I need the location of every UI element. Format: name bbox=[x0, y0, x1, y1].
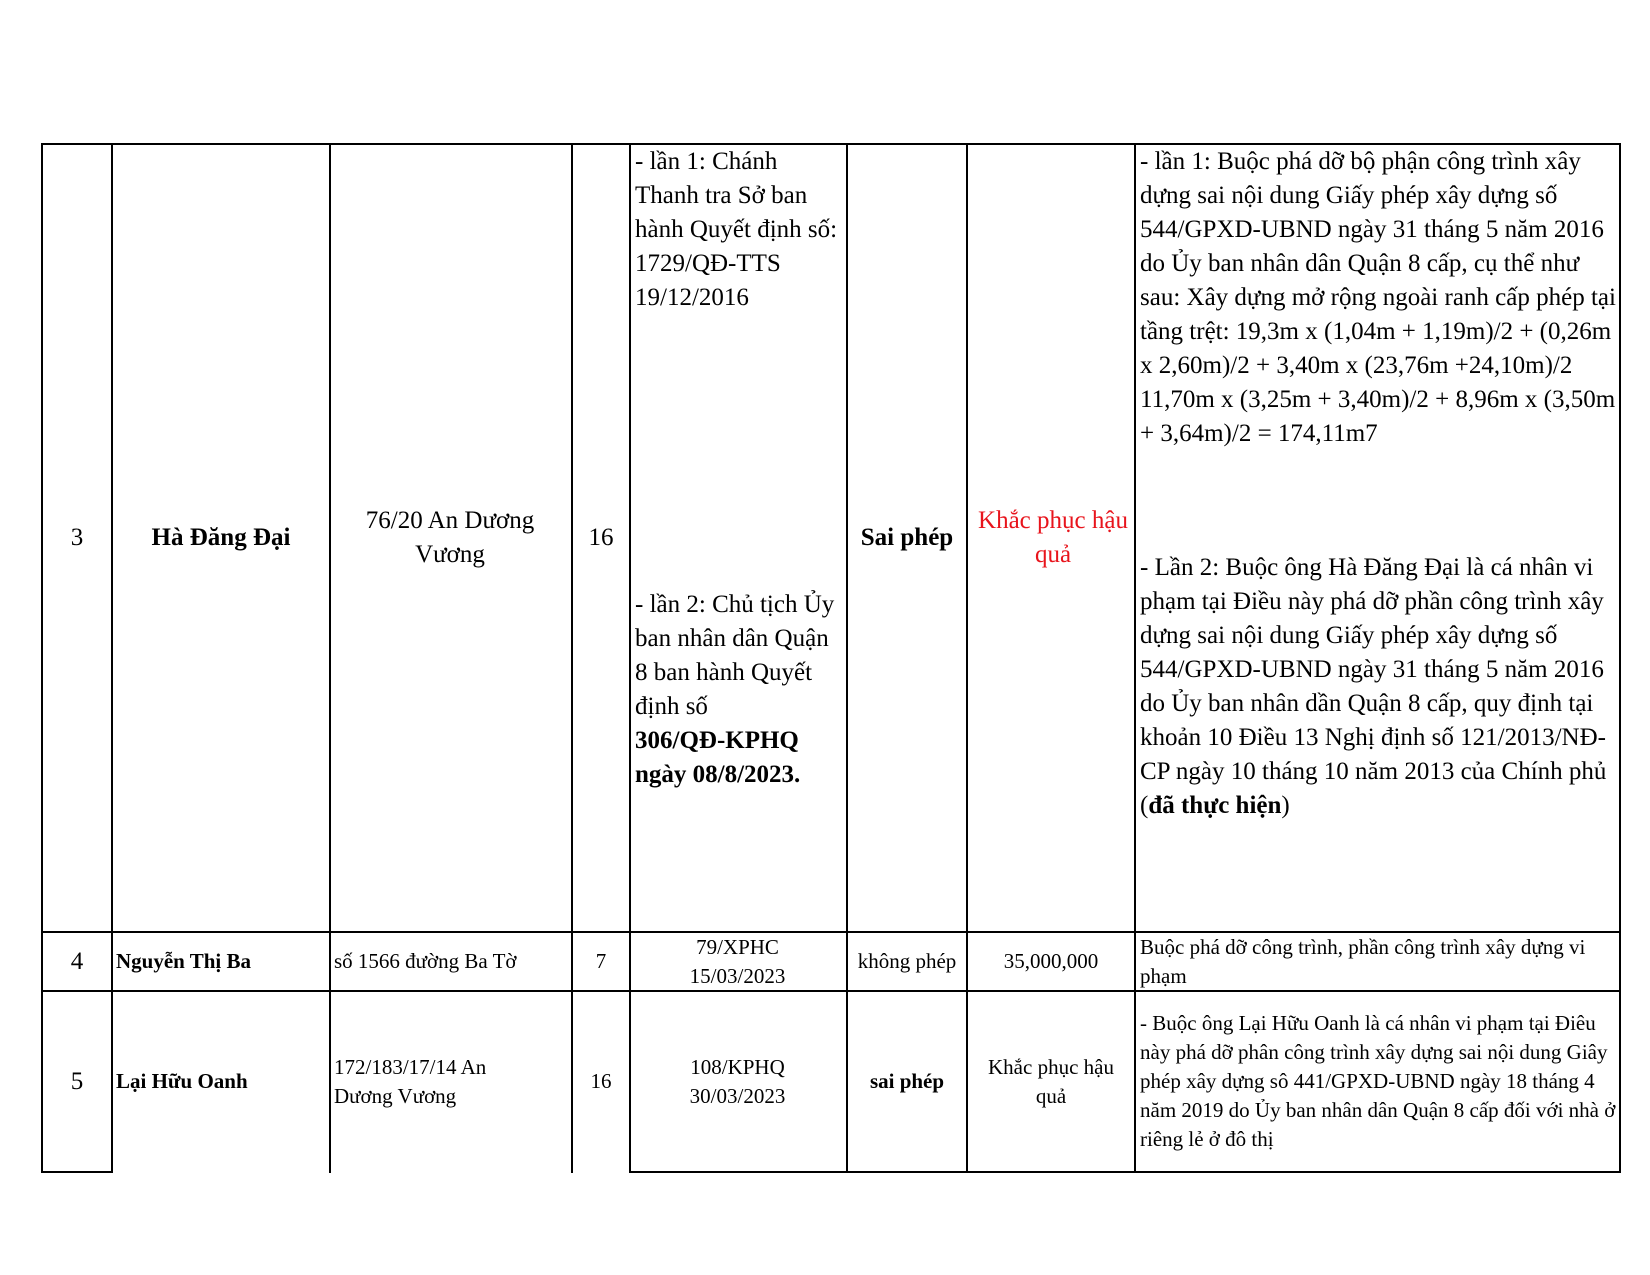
remedy bbox=[1140, 933, 1618, 990]
remedy-second-text bbox=[1140, 551, 1618, 823]
ward: 16 bbox=[590, 1069, 612, 1094]
decision-text: 108/KPHQ 30/03/2023 bbox=[689, 1054, 786, 1108]
person-name: Lại Hữu Oanh bbox=[116, 1069, 248, 1094]
row-number: 4 bbox=[70, 947, 84, 975]
person-name: Nguyễn Thị Ba bbox=[116, 949, 251, 974]
decision-first bbox=[635, 145, 843, 315]
decision-text: 79/XPHC 15/03/2023 bbox=[689, 934, 786, 988]
row-number: 3 bbox=[70, 524, 84, 551]
remedy bbox=[1140, 992, 1618, 1171]
decision-second-text: - lần 2: Chủ tịch Ủy ban nhân dân Quận 8 ban hành Quyết định số bbox=[635, 591, 835, 720]
address: số 1566 đường Ba Tờ bbox=[334, 949, 517, 974]
penalty-text: Khắc phục hậu quả bbox=[988, 1054, 1114, 1108]
address bbox=[334, 992, 534, 1171]
remedy-second bbox=[1140, 551, 1618, 831]
decision bbox=[660, 933, 815, 990]
decision-first-text: - lần 1: Chánh Thanh tra Sở ban hành Quyết định số: 1729/QĐ-TTS 19/12/2016 bbox=[635, 148, 838, 311]
person-name: Hà Đăng Đại bbox=[151, 524, 291, 551]
remedy-first bbox=[1140, 145, 1618, 495]
remedy-text: Buộc phá dỡ công trình, phần công trình xây dựng vi phạm bbox=[1140, 934, 1586, 988]
ward: 7 bbox=[595, 949, 607, 974]
row-number: 5 bbox=[70, 1067, 84, 1095]
ward: 16 bbox=[588, 524, 614, 551]
address: 76/20 An Dương Vương bbox=[365, 507, 535, 568]
violation-type: sai phép bbox=[869, 1069, 945, 1094]
penalty bbox=[975, 992, 1127, 1171]
decision bbox=[660, 992, 815, 1171]
address-text: 172/183/17/14 An Dương Vương bbox=[334, 1054, 487, 1108]
remedy-second-body: - Lần 2: Buộc ông Hà Đăng Đại là cá nhân vi phạm tại Điều này phá dỡ phần công trình xây dựng sai nội dung Giấy phép xây dựng số 544/GPXD-UBND ngày 31 tháng 5 năm 2016 do Ủy ban nhân dần Quận 8 cấp, quy định tại khoản 10 Điều 13 Nghị định số 121/2013/NĐ-CP ngày 10 tháng 10 năm 2013 của Chính phủ ( bbox=[1140, 554, 1607, 819]
remedy-second-close: ) bbox=[1281, 792, 1290, 819]
remedy-first-text: - lần 1: Buộc phá dỡ bộ phận công trình xây dựng sai nội dung Giấy phép xây dựng số 544/GPXD-UBND ngày 31 tháng 5 năm 2016 do Ủy ban nhân dân Quận 8 cấp, cụ thể như sau: Xây dựng mở rộng ngoài ranh cấp phép tại tầng trệt: 19,3m x (1,04m + 1,19m)/2 + (0,26m x 2,60m)/2 + 3,40m x (23,76m +24,10m)/2 11,70m x (3,25m + 3,40m)/2 + 8,96m x (3,50m + 3,64m)/2 = 174,11m7 bbox=[1140, 148, 1616, 447]
decision-second-number: 306/QĐ-KPHQ ngày 08/8/2023. bbox=[635, 727, 801, 788]
remedy-text: - Buộc ông Lại Hữu Oanh là cá nhân vi phạm tại Điêu này phá dỡ phân công trình xây dựng sai nội dung Giây phép xây dựng sô 441/GPXD-UBND ngày 18 tháng 4 năm 2019 do Ủy ban nhân dân Quận 8 cấp đối với nhà ở riêng lẻ ở đô thị bbox=[1140, 1011, 1616, 1151]
penalty: Khắc phục hậu quả bbox=[978, 507, 1128, 568]
remedy-second-status: đã thực hiện bbox=[1148, 792, 1282, 819]
decision-second bbox=[635, 588, 843, 793]
violation-type: không phép bbox=[857, 949, 957, 974]
violation-type: Sai phép bbox=[860, 524, 954, 551]
penalty: 35,000,000 bbox=[1003, 949, 1099, 974]
